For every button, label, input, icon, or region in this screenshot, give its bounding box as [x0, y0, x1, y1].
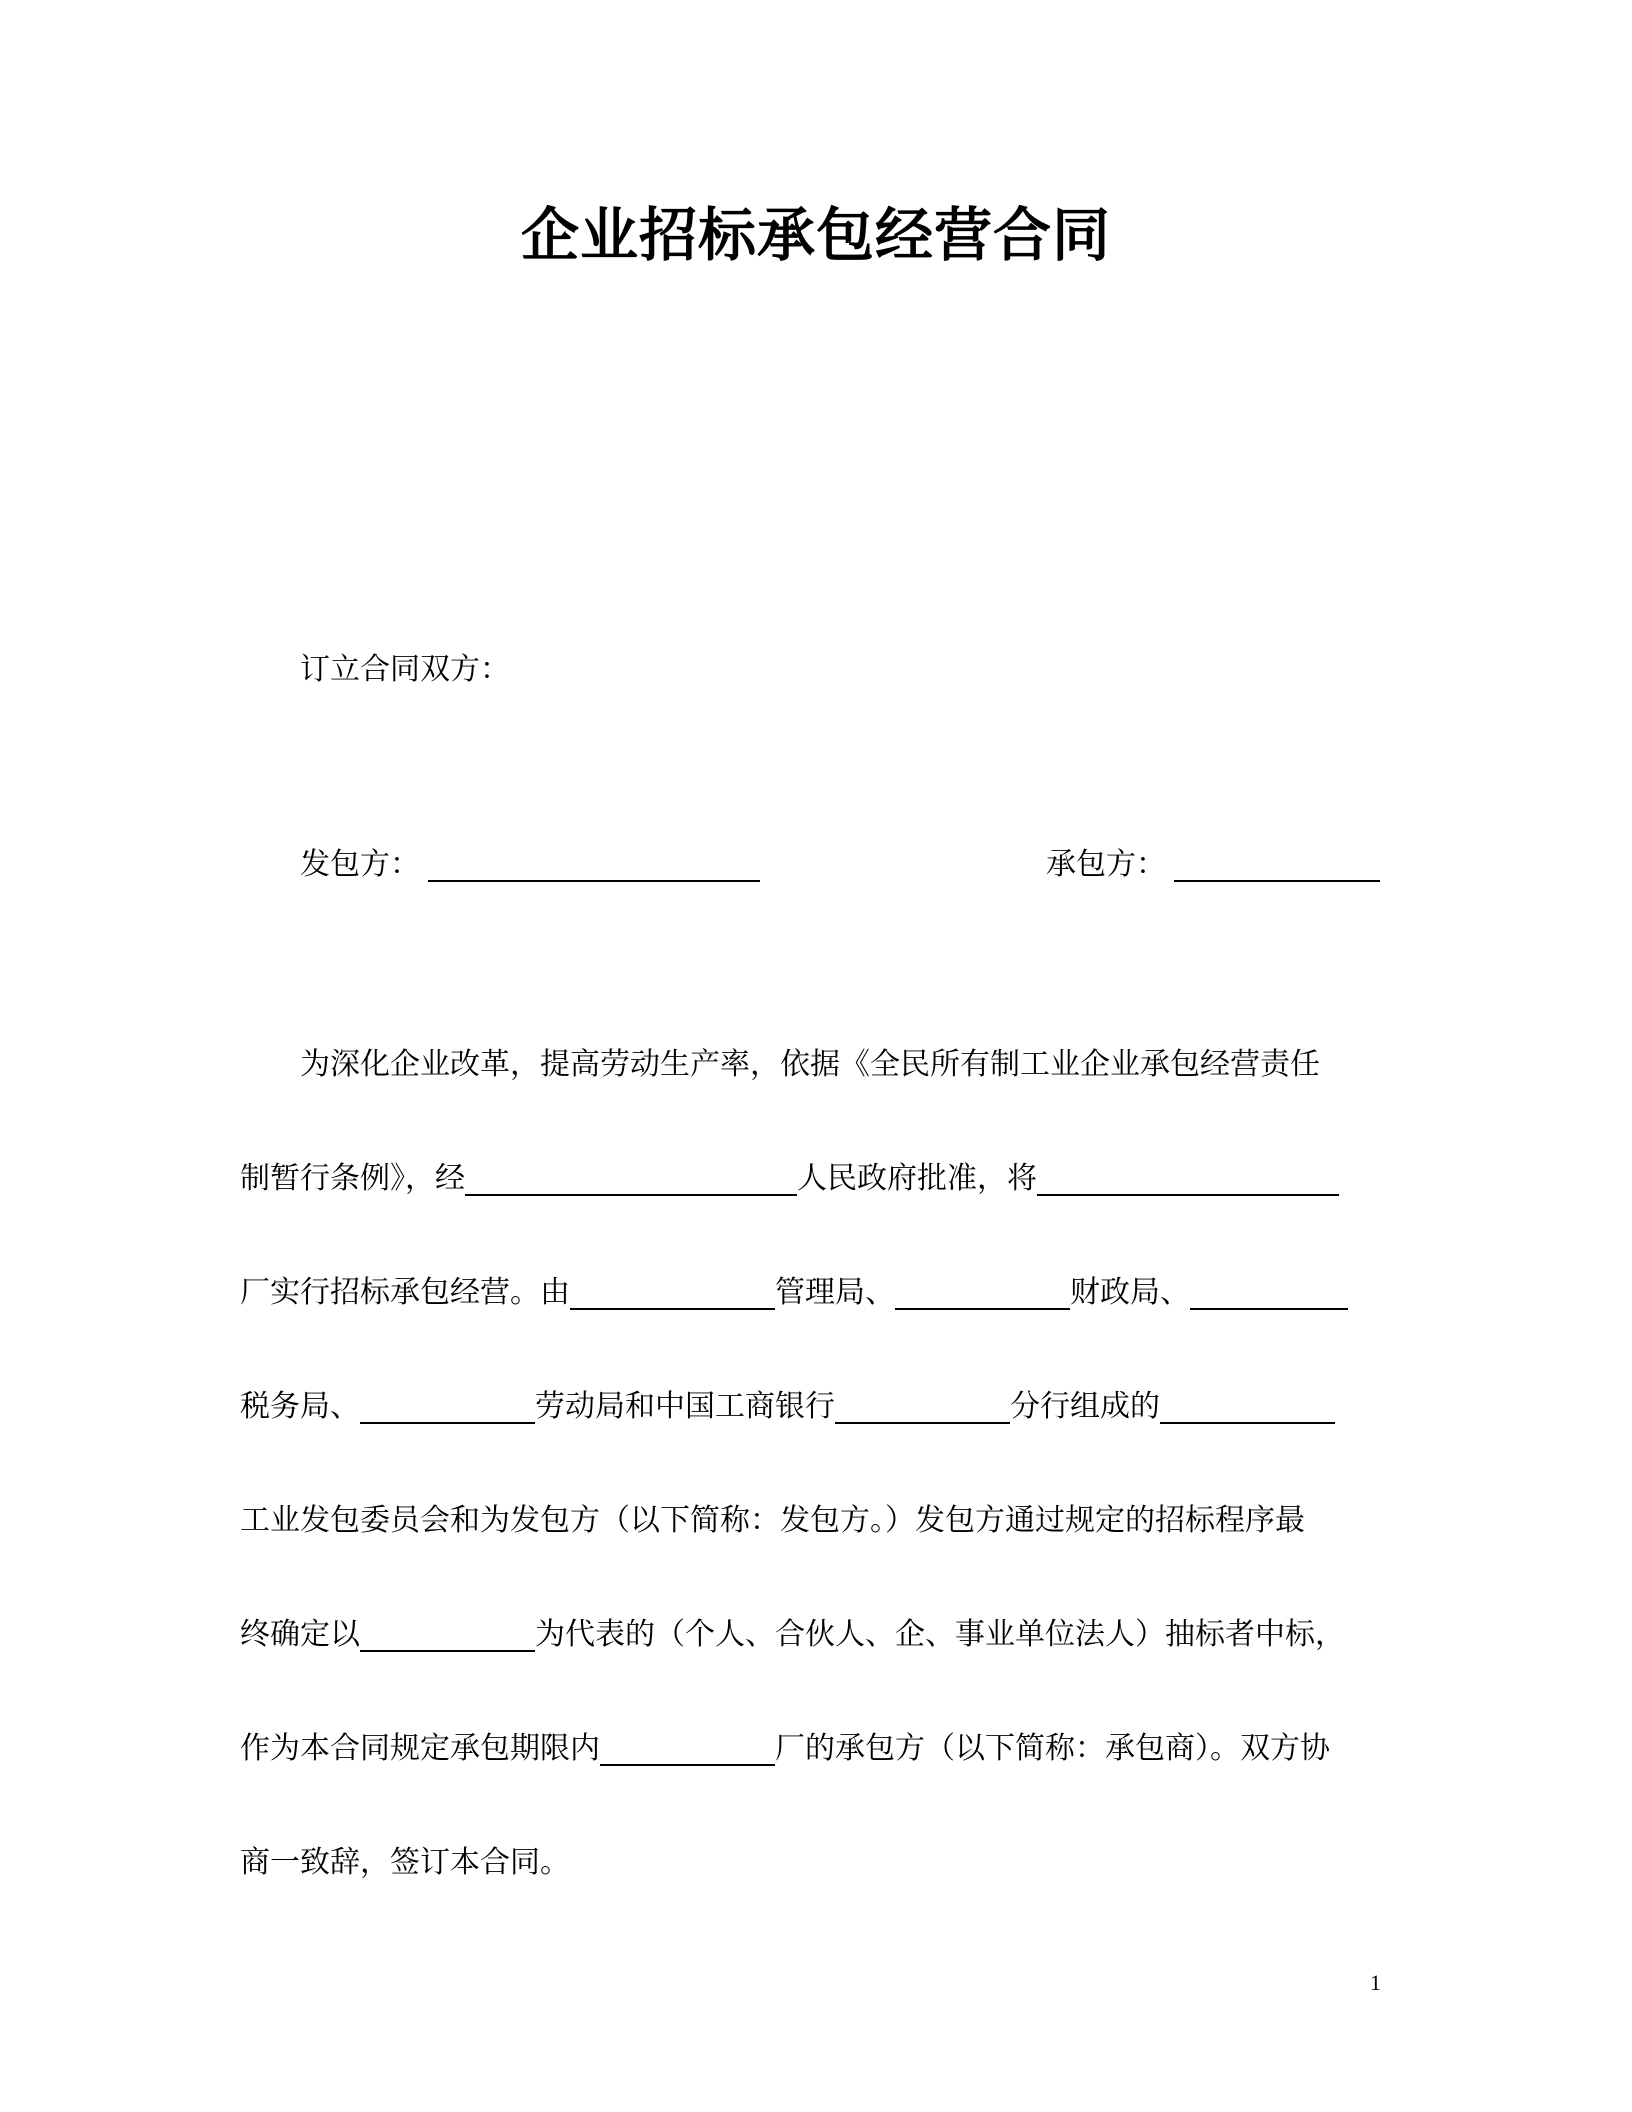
body-line-6	[240, 1615, 1345, 1655]
contractor-party-label: 承包方：	[1046, 847, 1166, 882]
body-line-4	[240, 1387, 1335, 1427]
issuer-party-blank[interactable]	[428, 850, 760, 882]
body-text: 终确定以	[240, 1617, 360, 1652]
document-title: 企业招标承包经营合同	[520, 201, 1111, 269]
body-line-3	[240, 1273, 1348, 1313]
body-text: 为代表的（个人、合伙人、企、事业单位法人）抽标者中标，	[535, 1617, 1345, 1652]
body-text: 厂实行招标承包经营。由	[240, 1275, 570, 1310]
body-text: 税务局、	[240, 1389, 360, 1424]
factory-name-blank[interactable]	[1037, 1164, 1339, 1196]
body-text: 制暂行条例》，经	[240, 1161, 465, 1196]
body-line-8: 商一致辞，签订本合同。	[240, 1845, 570, 1880]
parties-heading: 订立合同双方：	[300, 652, 510, 687]
body-line-1: 为深化企业改革，提高劳动生产率，依据《全民所有制工业企业承包经营责任	[300, 1047, 1320, 1082]
labor-bureau-blank[interactable]	[360, 1392, 535, 1424]
tax-bureau-prefix-blank[interactable]	[1190, 1278, 1348, 1310]
issuer-party-field	[300, 845, 760, 885]
contractor-party-blank[interactable]	[1174, 850, 1380, 882]
bank-branch-blank[interactable]	[835, 1392, 1010, 1424]
approval-government-blank[interactable]	[465, 1164, 797, 1196]
winning-bidder-blank[interactable]	[360, 1620, 535, 1652]
body-text: 管理局、	[775, 1275, 895, 1310]
finance-bureau-blank[interactable]	[895, 1278, 1070, 1310]
body-line-7	[240, 1729, 1330, 1769]
body-line-5: 工业发包委员会和为发包方（以下简称：发包方。）发包方通过规定的招标程序最	[240, 1503, 1305, 1538]
issuer-party-label: 发包方：	[300, 847, 420, 882]
body-text: 分行组成的	[1010, 1389, 1160, 1424]
body-text: 作为本合同规定承包期限内	[240, 1731, 600, 1766]
contracted-factory-blank[interactable]	[600, 1734, 775, 1766]
committee-name-blank[interactable]	[1160, 1392, 1335, 1424]
administration-bureau-blank[interactable]	[570, 1278, 775, 1310]
page-number: 1	[1370, 1970, 1381, 1995]
body-text: 财政局、	[1070, 1275, 1190, 1310]
body-text: 人民政府批准，将	[797, 1161, 1037, 1196]
body-line-2	[240, 1159, 1339, 1199]
contractor-party-field	[1046, 845, 1380, 885]
body-text: 劳动局和中国工商银行	[535, 1389, 835, 1424]
body-text: 厂的承包方（以下简称：承包商）。双方协	[775, 1731, 1330, 1766]
